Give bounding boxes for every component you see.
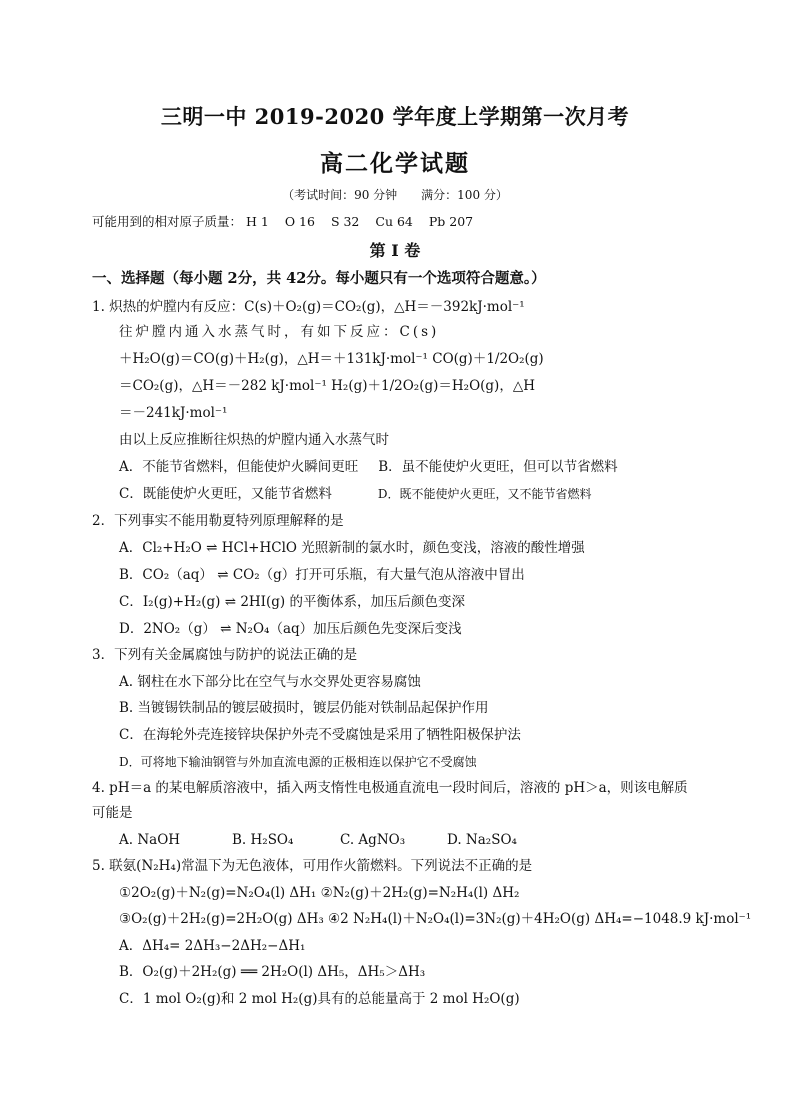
question-5-stem: 5. 联氨(N₂H₄)常温下为无色液体，可用作火箭燃料。下列说法不正确的是 <box>92 858 533 874</box>
exam-subtitle: 高二化学试题 <box>320 150 470 177</box>
option-b: B. H₂SO₄ <box>232 832 294 848</box>
question-3-stem: 3．下列有关金属腐蚀与防护的说法正确的是 <box>92 647 358 663</box>
option-c: C. AgNO₃ <box>340 832 406 848</box>
option-b: B．O₂(g)＋2H₂(g) ══ 2H₂O(l) ΔH₅，ΔH₅＞ΔH₃ <box>119 964 426 980</box>
option-d: D. Na₂SO₄ <box>447 832 517 848</box>
option-a: A. 钢柱在水下部分比在空气与水交界处更容易腐蚀 <box>119 674 421 690</box>
question-1-options-ab <box>119 458 618 476</box>
question-1-line: 由以上反应推断往炽热的炉膛内通入水蒸气时 <box>119 432 389 448</box>
atomic-masses <box>92 213 485 231</box>
atomic-mass-pb: Pb 207 <box>428 214 474 229</box>
option-c: C．既能使炉火更旺，又能节省燃料 <box>119 486 332 502</box>
question-1-stem: 1. 炽热的炉膛内有反应：C(s)＋O₂(g)＝CO₂(g)，△H＝－392kJ·mol⁻¹ <box>92 299 525 315</box>
volume-heading: 第 I 卷 <box>369 241 421 260</box>
option-a: A．Cl₂+H₂O ⇌ HCl+HClO 光照新制的氯水时，颜色变浅，溶液的酸性增强 <box>119 540 585 556</box>
atomic-mass-cu: Cu 64 <box>375 214 413 229</box>
question-1-line: ＝CO₂(g)，△H＝－282 kJ·mol⁻¹ H₂(g)＋1/2O₂(g)＝H₂O(g)，△H <box>119 378 535 394</box>
exam-info <box>0 186 790 203</box>
atomic-masses-label: 可能用到的相对原子质量： <box>92 214 243 229</box>
question-4-options <box>119 831 517 849</box>
option-b: B. 当镀锡铁制品的镀层破损时，镀层仍能对铁制品起保护作用 <box>119 700 489 716</box>
question-4-stem-cont: 可能是 <box>92 805 133 821</box>
question-1-line: ＝－241kJ·mol⁻¹ <box>119 405 228 421</box>
atomic-mass-o: O 16 <box>284 214 315 229</box>
option-b: B．虽不能使炉火更旺，但可以节省燃料 <box>378 459 618 475</box>
exam-score: 满分：100 分） <box>421 188 508 202</box>
exam-time: （考试时间：90 分钟 <box>282 188 398 202</box>
question-2-stem: 2．下列事实不能用勒夏特列原理解释的是 <box>92 513 344 529</box>
option-c: C．在海轮外壳连接锌块保护外壳不受腐蚀是采用了牺牲阳极保护法 <box>119 727 521 743</box>
option-d: D．2NO₂（g） ⇌ N₂O₄（aq）加压后颜色先变深后变浅 <box>119 621 462 637</box>
option-a: A．不能节省燃料，但能使炉火瞬间更旺 <box>119 459 359 475</box>
option-d: D．既不能使炉火更旺，又不能节省燃料 <box>377 487 592 501</box>
question-5-reactions-1-2: ①2O₂(g)＋N₂(g)=N₂O₄(l) ΔH₁ ②N₂(g)＋2H₂(g)=N₂H₄(l) ΔH₂ <box>119 885 520 901</box>
option-d: D．可将地下输油钢管与外加直流电源的正极相连以保护它不受腐蚀 <box>119 755 477 769</box>
question-5-reactions-3-4: ③O₂(g)＋2H₂(g)=2H₂O(g) ΔH₃ ④2 N₂H₄(l)＋N₂O₄(l)=3N₂(g)＋4H₂O(g) ΔH₄=−1048.9 kJ·mol⁻¹ <box>119 911 752 927</box>
atomic-mass-s: S 32 <box>330 214 360 229</box>
option-b: B．CO₂（aq） ⇌ CO₂（g）打开可乐瓶，有大量气泡从溶液中冒出 <box>119 567 525 583</box>
question-1-line: ＋H₂O(g)＝CO(g)＋H₂(g)，△H＝＋131kJ·mol⁻¹ CO(g)＋1/2O₂(g) <box>119 351 544 367</box>
option-c: C．1 mol O₂(g)和 2 mol H₂(g)具有的总能量高于 2 mol H₂O(g) <box>119 991 520 1007</box>
section-heading: 一、选择题（每小题 2分，共 42分。每小题只有一个选项符合题意。） <box>92 270 546 287</box>
question-1-options-cd <box>119 485 591 503</box>
question-4-stem: 4. pH＝a 的某电解质溶液中，插入两支惰性电极通直流电一段时间后，溶液的 pH＞a，则该电解质 <box>92 780 688 796</box>
question-1-line: 往炉膛内通入水蒸气时，有如下反应：C(s) <box>119 324 440 340</box>
option-a: A. NaOH <box>119 832 181 848</box>
option-a: A．ΔH₄= 2ΔH₃−2ΔH₂−ΔH₁ <box>119 938 306 954</box>
atomic-mass-h: H 1 <box>246 214 269 229</box>
exam-title: 三明一中 2019-2020 学年度上学期第一次月考 <box>160 104 630 129</box>
option-c: C．I₂(g)+H₂(g) ⇌ 2HI(g) 的平衡体系，加压后颜色变深 <box>119 594 465 610</box>
